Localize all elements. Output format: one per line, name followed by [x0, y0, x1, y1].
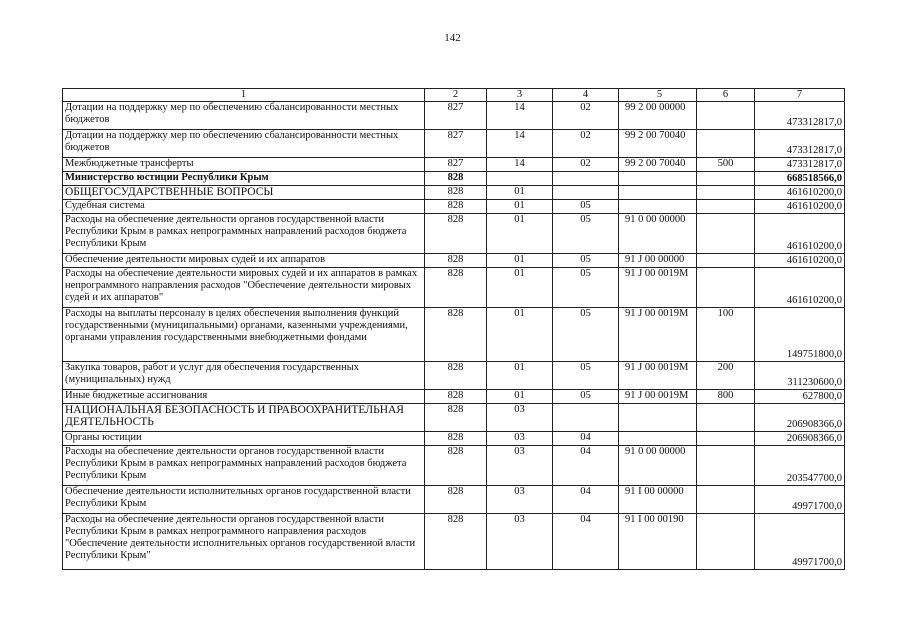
- row-amount: 49971700,0: [755, 514, 845, 570]
- row-name: Судебная система: [63, 200, 425, 214]
- row-amount: 461610200,0: [755, 200, 845, 214]
- row-amount: 461610200,0: [755, 268, 845, 308]
- row-subsection: 05: [553, 254, 619, 268]
- row-target-article: 91 J 00 0019М: [619, 390, 697, 404]
- row-target-article: 91 I 00 00190: [619, 514, 697, 570]
- row-admin-code: 827: [425, 102, 487, 130]
- header-col-1: 1: [63, 89, 425, 102]
- row-section: 14: [487, 130, 553, 158]
- row-name: НАЦИОНАЛЬНАЯ БЕЗОПАСНОСТЬ И ПРАВООХРАНИТЕЛЬНАЯ ДЕЯТЕЛЬНОСТЬ: [63, 404, 425, 432]
- header-col-4: 4: [553, 89, 619, 102]
- row-expense-type: [697, 432, 755, 446]
- row-name: Обеспечение деятельности исполнительных органов государственной власти Республики Крым: [63, 486, 425, 514]
- row-target-article: 91 J 00 0019М: [619, 268, 697, 308]
- row-expense-type: [697, 254, 755, 268]
- table-row: [63, 254, 845, 268]
- row-section: 01: [487, 254, 553, 268]
- row-name: Расходы на обеспечение деятельности органов государственной власти Республики Крым в рамках непрограммного направления расходов "Обеспечение деятельности исполнительных органов государственной власти Республики Крым": [63, 514, 425, 570]
- row-name: Министерство юстиции Республики Крым: [63, 172, 425, 186]
- row-admin-code: 828: [425, 200, 487, 214]
- row-name: Расходы на обеспечение деятельности мировых судей и их аппаратов в рамках непрограммного направления расходов "Обеспечение деятельности мировых судей и их аппаратов": [63, 268, 425, 308]
- row-expense-type: 200: [697, 362, 755, 390]
- row-target-article: 91 J 00 00000: [619, 254, 697, 268]
- table-row: [63, 102, 845, 130]
- table-row: [63, 514, 845, 570]
- row-name: Расходы на выплаты персоналу в целях обеспечения выполнения функций государственными (муниципальными) органами, казенными учреждениями, органами управления государственными внебюджетными фондами: [63, 308, 425, 362]
- row-target-article: 91 0 00 00000: [619, 446, 697, 486]
- table-row: [63, 404, 845, 432]
- row-target-article: 99 2 00 00000: [619, 102, 697, 130]
- row-target-article: 91 J 00 0019М: [619, 308, 697, 362]
- row-section: 14: [487, 158, 553, 172]
- table-row: [63, 486, 845, 514]
- table-row: [63, 432, 845, 446]
- row-admin-code: 828: [425, 390, 487, 404]
- row-admin-code: 828: [425, 308, 487, 362]
- row-admin-code: 828: [425, 186, 487, 200]
- row-subsection: 02: [553, 130, 619, 158]
- table-row: [63, 130, 845, 158]
- row-target-article: [619, 404, 697, 432]
- row-admin-code: 828: [425, 404, 487, 432]
- row-subsection: [553, 172, 619, 186]
- row-expense-type: 500: [697, 158, 755, 172]
- header-col-2: 2: [425, 89, 487, 102]
- row-name: Иные бюджетные ассигнования: [63, 390, 425, 404]
- row-name: Обеспечение деятельности мировых судей и их аппаратов: [63, 254, 425, 268]
- table-row: [63, 362, 845, 390]
- row-subsection: 04: [553, 486, 619, 514]
- row-name: Дотации на поддержку мер по обеспечению сбалансированности местных бюджетов: [63, 130, 425, 158]
- table-row: [63, 186, 845, 200]
- row-name: Расходы на обеспечение деятельности органов государственной власти Республики Крым в рамках непрограммных направлений расходов бюджета Республики Крым: [63, 446, 425, 486]
- row-section: 01: [487, 200, 553, 214]
- row-subsection: 02: [553, 102, 619, 130]
- table-row: [63, 158, 845, 172]
- table-row: [63, 214, 845, 254]
- row-expense-type: 100: [697, 308, 755, 362]
- table-header-row: [63, 89, 845, 102]
- row-amount: 206908366,0: [755, 432, 845, 446]
- table-row: [63, 308, 845, 362]
- row-target-article: [619, 172, 697, 186]
- row-name: Закупка товаров, работ и услуг для обеспечения государственных (муниципальных) нужд: [63, 362, 425, 390]
- row-subsection: 05: [553, 200, 619, 214]
- row-section: 01: [487, 308, 553, 362]
- row-section: 01: [487, 362, 553, 390]
- row-name: Расходы на обеспечение деятельности органов государственной власти Республики Крым в рамках непрограммных направлений расходов бюджета Республики Крым: [63, 214, 425, 254]
- row-expense-type: [697, 200, 755, 214]
- row-target-article: [619, 432, 697, 446]
- row-admin-code: 827: [425, 130, 487, 158]
- row-amount: 461610200,0: [755, 254, 845, 268]
- row-subsection: 05: [553, 214, 619, 254]
- table-row: [63, 446, 845, 486]
- row-subsection: 05: [553, 390, 619, 404]
- row-expense-type: [697, 214, 755, 254]
- row-amount: 206908366,0: [755, 404, 845, 432]
- row-subsection: 04: [553, 514, 619, 570]
- row-section: 01: [487, 186, 553, 200]
- row-admin-code: 828: [425, 486, 487, 514]
- row-section: 01: [487, 268, 553, 308]
- row-subsection: [553, 404, 619, 432]
- header-col-7: 7: [755, 89, 845, 102]
- row-target-article: 99 2 00 70040: [619, 158, 697, 172]
- row-expense-type: [697, 514, 755, 570]
- row-expense-type: [697, 186, 755, 200]
- row-amount: 49971700,0: [755, 486, 845, 514]
- row-section: 14: [487, 102, 553, 130]
- row-admin-code: 827: [425, 158, 487, 172]
- row-expense-type: [697, 486, 755, 514]
- budget-table: [62, 88, 845, 570]
- row-name: ОБЩЕГОСУДАРСТВЕННЫЕ ВОПРОСЫ: [63, 186, 425, 200]
- row-target-article: 99 2 00 70040: [619, 130, 697, 158]
- row-admin-code: 828: [425, 172, 487, 186]
- row-admin-code: 828: [425, 514, 487, 570]
- row-expense-type: [697, 172, 755, 186]
- table-row: [63, 390, 845, 404]
- header-col-6: 6: [697, 89, 755, 102]
- row-amount: 473312817,0: [755, 102, 845, 130]
- row-target-article: 91 J 00 0019М: [619, 362, 697, 390]
- row-target-article: 91 I 00 00000: [619, 486, 697, 514]
- row-subsection: 04: [553, 446, 619, 486]
- row-amount: 311230600,0: [755, 362, 845, 390]
- row-section: 03: [487, 486, 553, 514]
- row-section: 03: [487, 514, 553, 570]
- row-name: Дотации на поддержку мер по обеспечению сбалансированности местных бюджетов: [63, 102, 425, 130]
- header-col-5: 5: [619, 89, 697, 102]
- row-subsection: 04: [553, 432, 619, 446]
- page-number: 142: [444, 32, 461, 44]
- row-admin-code: 828: [425, 254, 487, 268]
- row-section: 03: [487, 432, 553, 446]
- row-target-article: [619, 200, 697, 214]
- row-amount: 203547700,0: [755, 446, 845, 486]
- row-admin-code: 828: [425, 446, 487, 486]
- row-expense-type: [697, 102, 755, 130]
- row-admin-code: 828: [425, 362, 487, 390]
- row-subsection: 05: [553, 268, 619, 308]
- row-admin-code: 828: [425, 268, 487, 308]
- row-expense-type: [697, 404, 755, 432]
- row-amount: 473312817,0: [755, 158, 845, 172]
- row-section: 01: [487, 214, 553, 254]
- row-expense-type: [697, 130, 755, 158]
- row-amount: 149751800,0: [755, 308, 845, 362]
- row-amount: 461610200,0: [755, 214, 845, 254]
- row-amount: 627800,0: [755, 390, 845, 404]
- row-amount: 473312817,0: [755, 130, 845, 158]
- row-section: 01: [487, 390, 553, 404]
- row-expense-type: [697, 268, 755, 308]
- row-name: Межбюджетные трансферты: [63, 158, 425, 172]
- table-row: [63, 268, 845, 308]
- row-amount: 461610200,0: [755, 186, 845, 200]
- row-section: 03: [487, 446, 553, 486]
- row-expense-type: [697, 446, 755, 486]
- row-section: 03: [487, 404, 553, 432]
- header-col-3: 3: [487, 89, 553, 102]
- row-expense-type: 800: [697, 390, 755, 404]
- table-row: [63, 200, 845, 214]
- table-row: [63, 172, 845, 186]
- row-target-article: [619, 186, 697, 200]
- row-subsection: 05: [553, 308, 619, 362]
- row-subsection: 02: [553, 158, 619, 172]
- row-name: Органы юстиции: [63, 432, 425, 446]
- row-admin-code: 828: [425, 432, 487, 446]
- row-admin-code: 828: [425, 214, 487, 254]
- row-amount: 668518566,0: [755, 172, 845, 186]
- row-subsection: 05: [553, 362, 619, 390]
- row-section: [487, 172, 553, 186]
- row-subsection: [553, 186, 619, 200]
- row-target-article: 91 0 00 00000: [619, 214, 697, 254]
